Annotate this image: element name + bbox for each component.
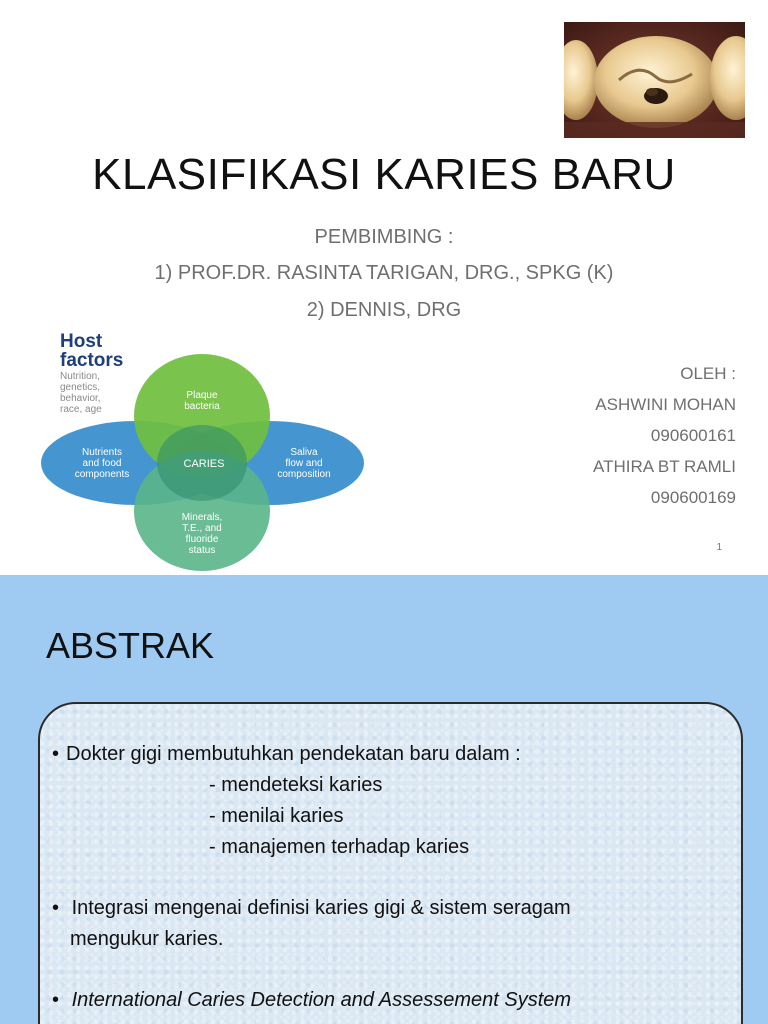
venn-bottom-label: T.E., and [182,523,222,534]
bullet-text: Integrasi mengenai definisi karies gigi & sistem seragam [71,897,571,919]
bullet-item [52,985,732,1016]
venn-top-label: Plaque [186,390,218,401]
venn-right-label: flow and [285,458,323,469]
venn-top-label: bacteria [184,401,220,412]
author-id: 090600169 [650,488,736,507]
venn-left-label: Nutrients [81,447,123,458]
supervisor-heading: PEMBIMBING : [314,226,454,248]
venn-right-label: composition [277,469,331,480]
slide-number: 1 [716,542,722,553]
bullet-text: International Caries Detection and Assessement System [71,989,572,1011]
venn-heading-1: Host [60,331,103,352]
bullet-item [52,893,732,924]
venn-host-detail: genetics, [60,382,101,393]
bullet-continuation: mengukur karies. [70,928,224,950]
venn-bottom-label: fluoride [185,534,219,545]
venn-bottom-label: status [188,545,216,556]
author-id: 090600161 [650,426,736,445]
authors-block [593,363,736,518]
bullet-dot: • [52,989,60,1011]
venn-left-label: and food [82,458,122,469]
abstract-title: ABSTRAK [46,625,215,666]
sub-item: - manajemen terhadap karies [209,836,470,858]
tooth-caries-photo [564,22,745,138]
supervisor-1: 1) PROF.DR. RASINTA TARIGAN, DRG., SPKG (K) [154,262,614,284]
venn-left-label: components [74,469,130,480]
bullet-item [52,739,732,770]
venn-right-label: Saliva [290,447,318,458]
sub-item: - menilai karies [209,805,344,827]
supervisor-2: 2) DENNIS, DRG [306,299,462,321]
venn-host-detail: Nutrition, [60,371,101,382]
bullet-dot: • [52,743,60,765]
author-name: ASHWINI MOHAN [595,395,736,414]
venn-center-label: CARIES [183,458,225,470]
venn-host-detail: race, age [60,404,102,415]
venn-bottom-label: Minerals, [181,512,223,523]
bullet-dot: • [52,897,60,919]
abstract-content [52,739,732,1016]
venn-heading-2: factors [60,350,124,371]
bullet-text: Dokter gigi membutuhkan pendekatan baru dalam : [66,743,521,765]
slide-title: KLASIFIKASI KARIES BARU [92,150,676,199]
author-name: ATHIRA BT RAMLI [593,457,736,476]
authors-heading: OLEH : [680,364,736,383]
sub-item: - mendeteksi karies [209,774,383,796]
caries-venn-diagram [34,326,374,575]
venn-host-detail: behavior, [60,393,101,404]
